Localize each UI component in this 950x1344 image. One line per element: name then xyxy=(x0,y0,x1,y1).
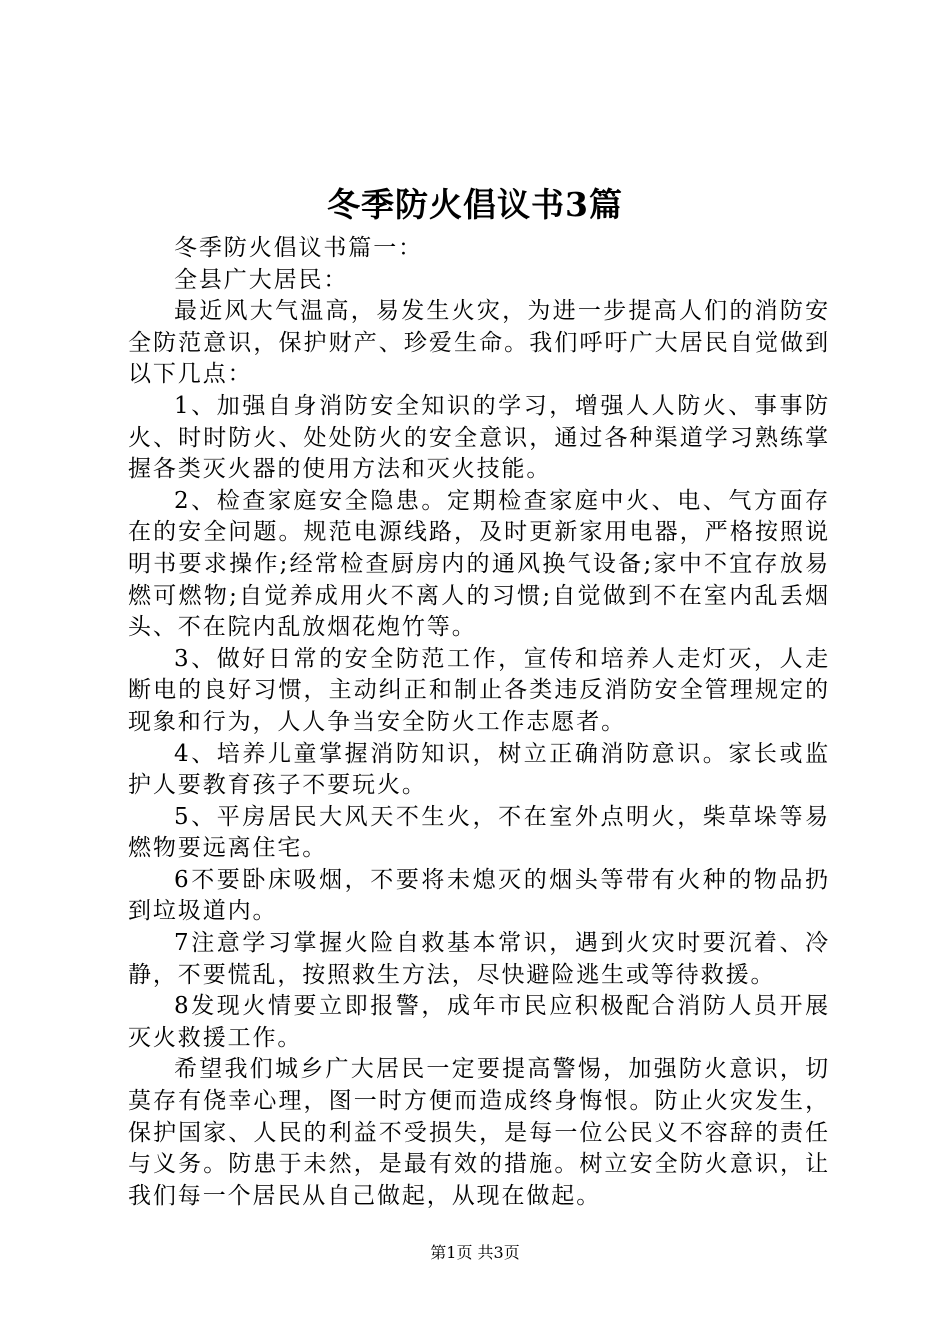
closing-paragraph: 希望我们城乡广大居民一定要提高警惕，加强防火意识，切莫存有侥幸心理，图一时方便而造成终身悔恨。防止火灾发生，保护国家、人民的利益不受损失，是每一位公民义不容辞的责任与义务。防患于未然，是最有效的措施。树立安全防火意识，让我们每一个居民从自己做起，从现在做起。 xyxy=(128,1056,830,1209)
item-paragraph-6: 6不要卧床吸烟，不要将未熄灭的烟头等带有火种的物品扔到垃圾道内。 xyxy=(128,866,830,925)
item-paragraph-1: 1、加强自身消防安全知识的学习，增强人人防火、事事防火、时时防火、处处防火的安全意识，通过各种渠道学习熟练掌握各类灭火器的使用方法和灭火技能。 xyxy=(128,392,830,483)
item-paragraph-4: 4、培养儿童掌握消防知识，树立正确消防意识。家长或监护人要教育孩子不要玩火。 xyxy=(128,740,830,799)
item-paragraph-2: 2、检查家庭安全隐患。定期检查家庭中火、电、气方面存在的安全问题。规范电源线路，及时更新家用电器，严格按照说明书要求操作;经常检查厨房内的通风换气设备;家中不宜存放易燃可燃物;自觉养成用火不离人的习惯;自觉做到不在室内乱丢烟头、不在院内乱放烟花炮竹等。 xyxy=(128,487,830,641)
item-paragraph-8: 8发现火情要立即报警，成年市民应积极配合消防人员开展灭火救援工作。 xyxy=(128,993,830,1051)
item-paragraph-7: 7注意学习掌握火险自救基本常识，遇到火灾时要沉着、冷静，不要慌乱，按照救生方法，尽快避险逃生或等待救援。 xyxy=(128,930,830,988)
item-paragraph-5: 5、平房居民大风天不生火，不在室外点明火，柴草垛等易燃物要远离住宅。 xyxy=(128,803,830,862)
salutation: 全县广大居民： xyxy=(174,266,349,293)
document-title: 冬季防火倡议书3篇 xyxy=(327,185,623,224)
section-heading: 冬季防火倡议书篇一： xyxy=(174,235,423,261)
page-footer: 第1页 共3页 xyxy=(430,1243,520,1262)
document-body xyxy=(128,233,830,1212)
intro-paragraph: 最近风大气温高，易发生火灾，为进一步提高人们的消防安全防范意识，保护财产、珍爱生命。我们呼吁广大居民自觉做到以下几点： xyxy=(128,298,830,388)
item-paragraph-3: 3、做好日常的安全防范工作，宣传和培养人走灯灭，人走断电的良好习惯，主动纠正和制止各类违反消防安全管理规定的现象和行为，人人争当安全防火工作志愿者。 xyxy=(128,645,830,735)
